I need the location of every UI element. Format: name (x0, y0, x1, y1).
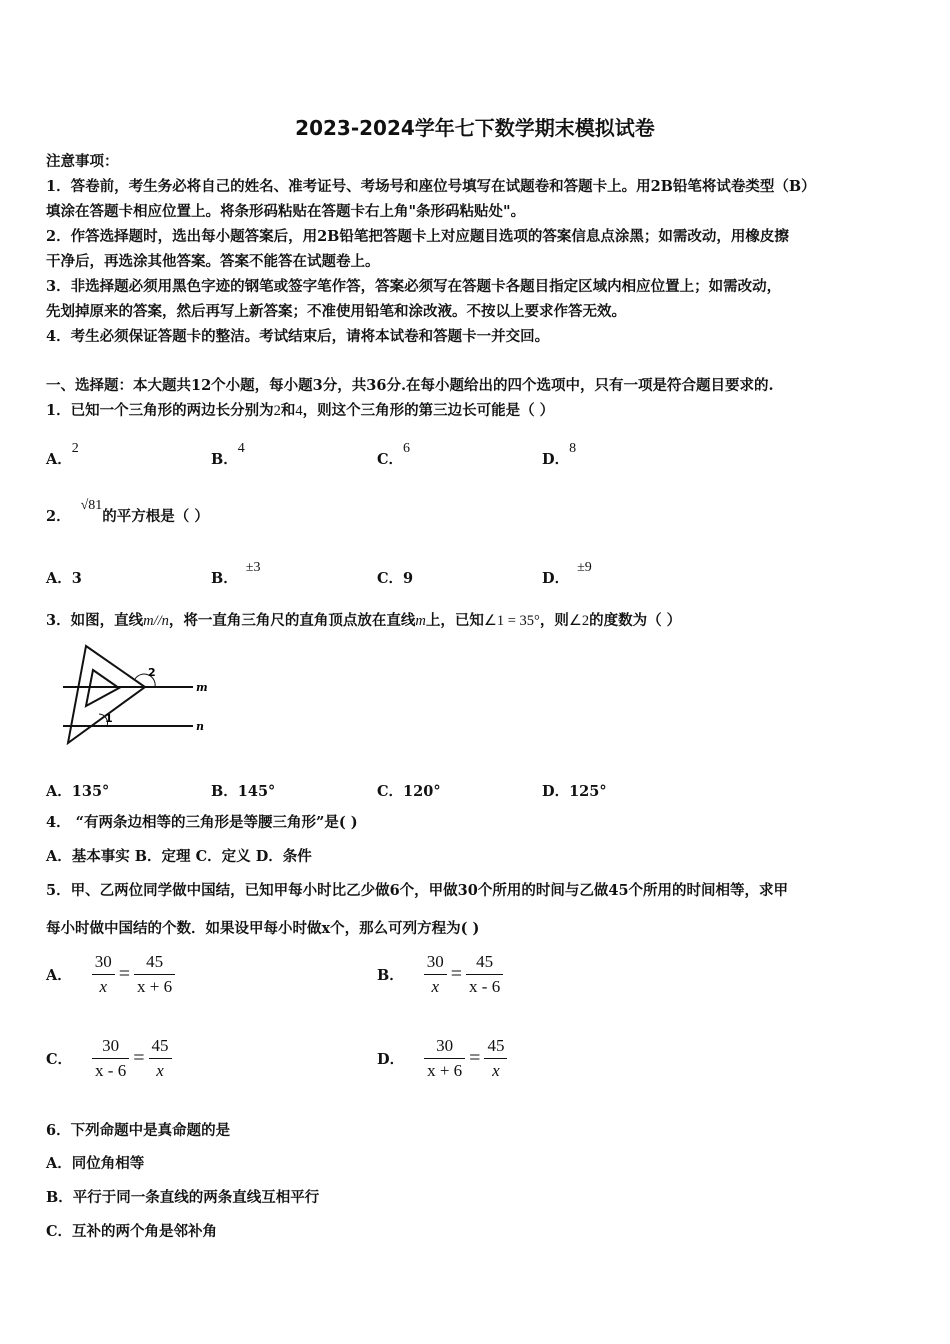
question-4-options: A．基本事实 B．定理 C．定义 D．条件 (46, 848, 312, 865)
question-6-stem: 6．下列命题中是真命题的是 (46, 1122, 231, 1139)
option-c: C．6 (377, 441, 411, 468)
option-b: B． $\frac{30}{x}$ = $\frac{45}{x - 6}$ (377, 952, 505, 997)
question-1-stem: 1．已知一个三角形的两边长分别为2和4，则这个三角形的第三边长可能是（ ） (46, 402, 555, 419)
line-m-label: m (196, 681, 208, 694)
question-2-stem: 2．√81的平方根是（ ） (46, 498, 209, 525)
notice-line: 先划掉原来的答案，然后再写上新答案；不准使用铅笔和涂改液。不按以上要求作答无效。 (46, 303, 626, 320)
option-c: C．120° (377, 783, 441, 800)
notice-line: 填涂在答题卡相应位置上。将条形码粘贴在答题卡右上角"条形码粘贴处"。 (46, 203, 526, 220)
option-d: D．125° (542, 783, 607, 800)
question-4-stem: 4． “有两条边相等的三角形是等腰三角形”是( ) (46, 814, 358, 831)
page-title: 2023-2024学年七下数学期末模拟试卷 (295, 116, 655, 140)
notice-line: 2．作答选择题时，选出每小题答案后，用2B铅笔把答题卡上对应题目选项的答案信息点涂黑；如需改动，用橡皮擦 (46, 228, 789, 245)
option-c: C．互补的两个角是邻补角 (46, 1223, 218, 1240)
option-a: A．同位角相等 (46, 1155, 145, 1172)
option-a: A．2 (46, 441, 79, 468)
notice-line: 3．非选择题必须用黑色字迹的钢笔或签字笔作答，答案必须写在答题卡各题目指定区域内相应位置上；如需改动， (46, 278, 782, 295)
section-heading: 一、选择题：本大题共12个小题，每小题3分，共36分.在每小题给出的四个选项中，只有一项是符合题目要求的. (46, 377, 774, 394)
angle-2-label: 2 (148, 666, 156, 679)
option-b: B．145° (211, 783, 276, 800)
notice-heading: 注意事项： (46, 153, 119, 170)
option-d: D． $\frac{30}{x + 6}$ = $\frac{45}{x}$ (377, 1036, 509, 1081)
option-c: C．9 (377, 570, 414, 587)
option-d: D．8 (542, 441, 577, 468)
option-a: A．135° (46, 783, 110, 800)
line-n-label: n (196, 720, 204, 733)
question-3-stem: 3．如图，直线m//n，将一直角三角尺的直角顶点放在直线m上，已知∠1 = 35°，则∠2的度数为（ ） (46, 612, 682, 629)
notice-line: 1．答卷前，考生务必将自己的姓名、准考证号、考场号和座位号填写在试题卷和答题卡上。用2B铅笔将试卷类型（B） (46, 178, 816, 195)
option-c: C． $\frac{30}{x - 6}$ = $\frac{45}{x}$ (46, 1036, 174, 1081)
notice-line: 4．考生必须保证答题卡的整洁。考试结束后，请将本试卷和答题卡一并交回。 (46, 328, 550, 345)
parallel-lines-triangle-figure (55, 638, 225, 750)
question-5-stem-cont: 每小时做中国结的个数．如果设甲每小时做x个，那么可列方程为( ) (46, 920, 480, 937)
radical: √81 (80, 498, 103, 513)
angle-1-label: 1 (105, 712, 113, 725)
option-b: B．平行于同一条直线的两条直线互相平行 (46, 1189, 320, 1206)
question-5-stem: 5．甲、乙两位同学做中国结，已知甲每小时比乙少做6个，甲做30个所用的时间与乙做45个所用的时间相等，求甲 (46, 882, 789, 899)
option-a: A． $\frac{30}{x}$ = $\frac{45}{x + 6}$ (46, 952, 177, 997)
option-b: B．4 (211, 441, 245, 468)
option-d: D．±9 (542, 560, 592, 587)
option-a: A．3 (46, 570, 82, 587)
option-b: B．±3 (211, 560, 261, 587)
notice-line: 干净后，再选涂其他答案。答案不能答在试题卷上。 (46, 253, 380, 270)
